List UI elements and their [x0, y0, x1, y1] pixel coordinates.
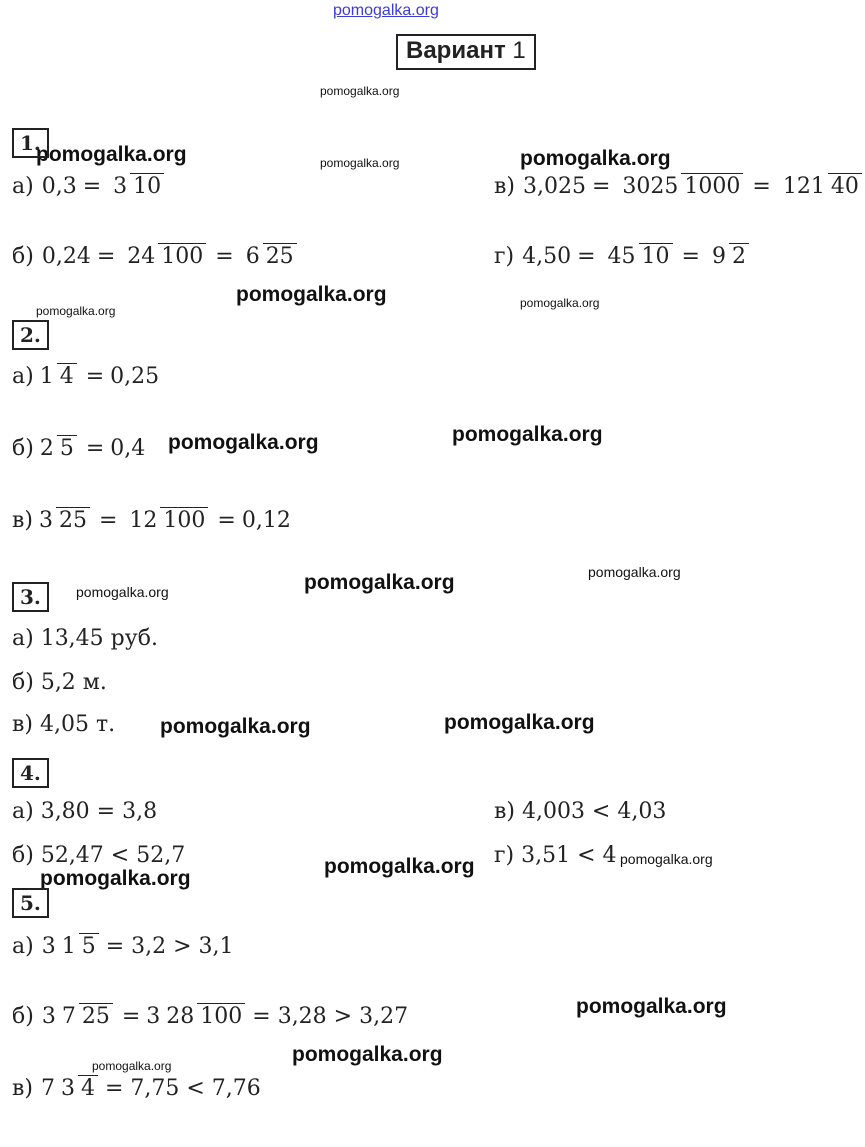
- fraction: 12 100: [126, 506, 208, 536]
- task-number: 3.: [12, 582, 49, 612]
- task5-item-v: в) 7 3 4 = 7,75 < 7,76: [12, 1074, 261, 1104]
- task1-item-g: г) 4,50 = 45 10 = 9 2: [494, 242, 752, 272]
- watermark: pomogalka.org: [576, 995, 727, 1018]
- fraction: 3 4: [58, 1074, 98, 1104]
- fraction: 28 100: [163, 1002, 245, 1032]
- watermark: pomogalka.org: [452, 423, 603, 446]
- task2-item-a: а) 1 4 = 0,25: [12, 362, 159, 392]
- page-title: [396, 34, 536, 70]
- watermark: pomogalka.org: [620, 851, 713, 867]
- title-word: Вариант: [406, 37, 506, 64]
- watermark: pomogalka.org: [76, 584, 169, 600]
- task4-item-b: б) 52,47 < 52,7: [12, 843, 186, 868]
- task-number: 2.: [12, 320, 49, 350]
- watermark: pomogalka.org: [304, 571, 455, 594]
- watermark: pomogalka.org: [40, 867, 191, 890]
- watermark: pomogalka.org: [292, 1043, 443, 1066]
- watermark: pomogalka.org: [324, 855, 475, 878]
- watermark: pomogalka.org: [588, 564, 681, 580]
- watermark: pomogalka.org: [320, 84, 400, 98]
- fraction: 1 5: [59, 932, 99, 962]
- task4-item-a: а) 3,80 = 3,8: [12, 799, 158, 824]
- watermark: pomogalka.org: [520, 296, 600, 310]
- watermark: pomogalka.org: [92, 1059, 172, 1073]
- task-number: 1.: [12, 128, 49, 158]
- fraction: 45 10: [605, 242, 673, 272]
- fraction: 1 4: [37, 362, 77, 392]
- task1-item-v: в) 3,025 = 3025 1000 = 121 40: [494, 172, 865, 202]
- task5-item-b: б) 3 7 25 = 3 28 100 = 3,28 > 3,27: [12, 1002, 408, 1032]
- task1-item-b: б) 0,24 = 24 100 = 6 25: [12, 242, 300, 272]
- task5-item-a: а) 3 1 5 = 3,2 > 3,1: [12, 932, 234, 962]
- task3-item-b: б) 5,2 м.: [12, 670, 107, 695]
- task2-item-v: в) 3 25 = 12 100 = 0,12: [12, 506, 291, 536]
- watermark: pomogalka.org: [320, 156, 400, 170]
- title-number: 1: [512, 37, 526, 64]
- fraction: 3025 1000: [619, 172, 743, 202]
- task-number: 5.: [12, 888, 49, 918]
- fraction: 3 25: [36, 506, 90, 536]
- site-link[interactable]: pomogalka.org: [333, 2, 439, 19]
- fraction: 3 10: [110, 172, 164, 202]
- task-number: 4.: [12, 758, 49, 788]
- fraction: 24 100: [124, 242, 206, 272]
- watermark: pomogalka.org: [236, 283, 387, 306]
- task1-item-a: а) 0,3 = 3 10: [12, 172, 167, 202]
- fraction: 6 25: [243, 242, 297, 272]
- watermark: pomogalka.org: [160, 715, 311, 738]
- fraction: 7 25: [59, 1002, 113, 1032]
- fraction: 9 2: [709, 242, 749, 272]
- task3-item-v: в) 4,05 т.: [12, 712, 116, 737]
- watermark: pomogalka.org: [168, 431, 319, 454]
- fraction: 2 5: [37, 434, 77, 464]
- watermark: pomogalka.org: [36, 304, 116, 318]
- task4-item-g: г) 3,51 < 4: [494, 843, 617, 868]
- task3-item-a: а) 13,45 руб.: [12, 626, 158, 651]
- watermark: pomogalka.org: [444, 711, 595, 734]
- task2-item-b: б) 2 5 = 0,4: [12, 434, 145, 464]
- watermark: pomogalka.org: [520, 147, 671, 170]
- watermark: pomogalka.org: [36, 143, 187, 166]
- fraction: 121 40: [780, 172, 862, 202]
- task4-item-v: в) 4,003 < 4,03: [494, 799, 667, 824]
